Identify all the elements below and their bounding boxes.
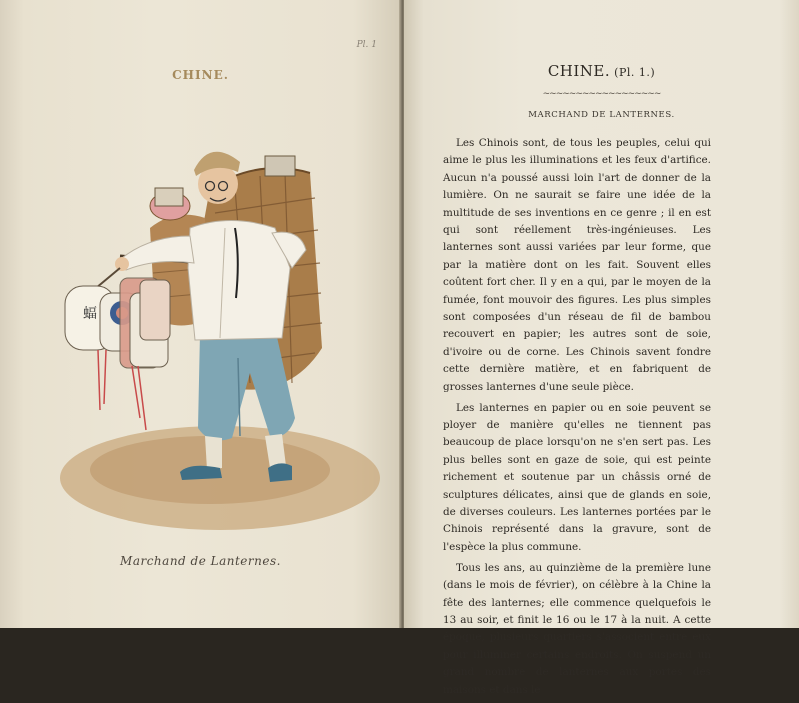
ornament-rule: ~~~~~~~~~~~~~~~~~~ <box>542 89 661 99</box>
lantern-glyphs: 蝠 <box>83 306 97 322</box>
paragraph: Les lanternes en papier ou en soie peuvent se ployer de manière qu'elles ne tiennent pas beaucoup de place lorsqu'on ne s'en sert pas. Les plus belles sont en gaze de soie, qui est peinte richement et soutenue par un châssis orné de sculptures délicates, ainsi que de glands en soie, de diverses couleurs. Les lanternes portées par le Chinois représenté dans la gravure, sont de l'espèce la plus commune. <box>443 401 711 553</box>
lantern-seller-illustration <box>60 118 390 558</box>
plate-title: CHINE. <box>172 68 229 82</box>
paragraph: Les Chinois sont, de tous les peuples, celui qui aime le plus les illuminations et les feux d'artifice. Aucun n'a poussé aussi loin l'art de donner de la lumière. On ne saurait se faire une idée de la multitude de ses inventions en ce genre ; il en est qui sont réellement très-ingénieuses. Les lanternes sont aussi variées par leur forme, que par la matière dont on les fait. Souvent elles coûtent fort cher. Il y en a qui, par le moyen de la fumée, font mouvoir des figures. Les plus simples sont composées d'un réseau de fil de bambou recouvert en papier; les autres sont de soie, d'ivoire ou de corne. Les Chinois savent fondre cette dernière matière, et en fabriquent de grosses lanternes d'une seule pièce. <box>443 137 711 393</box>
section-subtitle: MARCHAND DE LANTERNES. <box>528 110 675 120</box>
body-text <box>443 135 711 703</box>
heading-title: CHINE. <box>547 62 611 80</box>
page-heading <box>404 62 799 80</box>
heading-plate-ref: (Pl. 1.) <box>614 66 656 79</box>
right-shoe <box>268 463 292 482</box>
plate-mark: Pl. 1 <box>356 40 377 50</box>
paragraph: Tous les ans, au quinzième de la première lune (dans le mois de février), on célèbre à la Chine la fête des lanternes; elle commence quelquefois le 13 au soir, et finit le 16 ou le 17 à la nuit. A cette époque, plusieurs quartiers s'associent entre eux pour illuminer certains endroits. On suspend un grand nombre de lanternes aux portes des maisons et dans le <box>443 561 711 696</box>
plate-caption: Marchand de Lanternes. <box>120 554 281 568</box>
left-page <box>0 0 401 628</box>
figure-head <box>194 152 240 204</box>
lanterns-cluster <box>65 268 170 430</box>
